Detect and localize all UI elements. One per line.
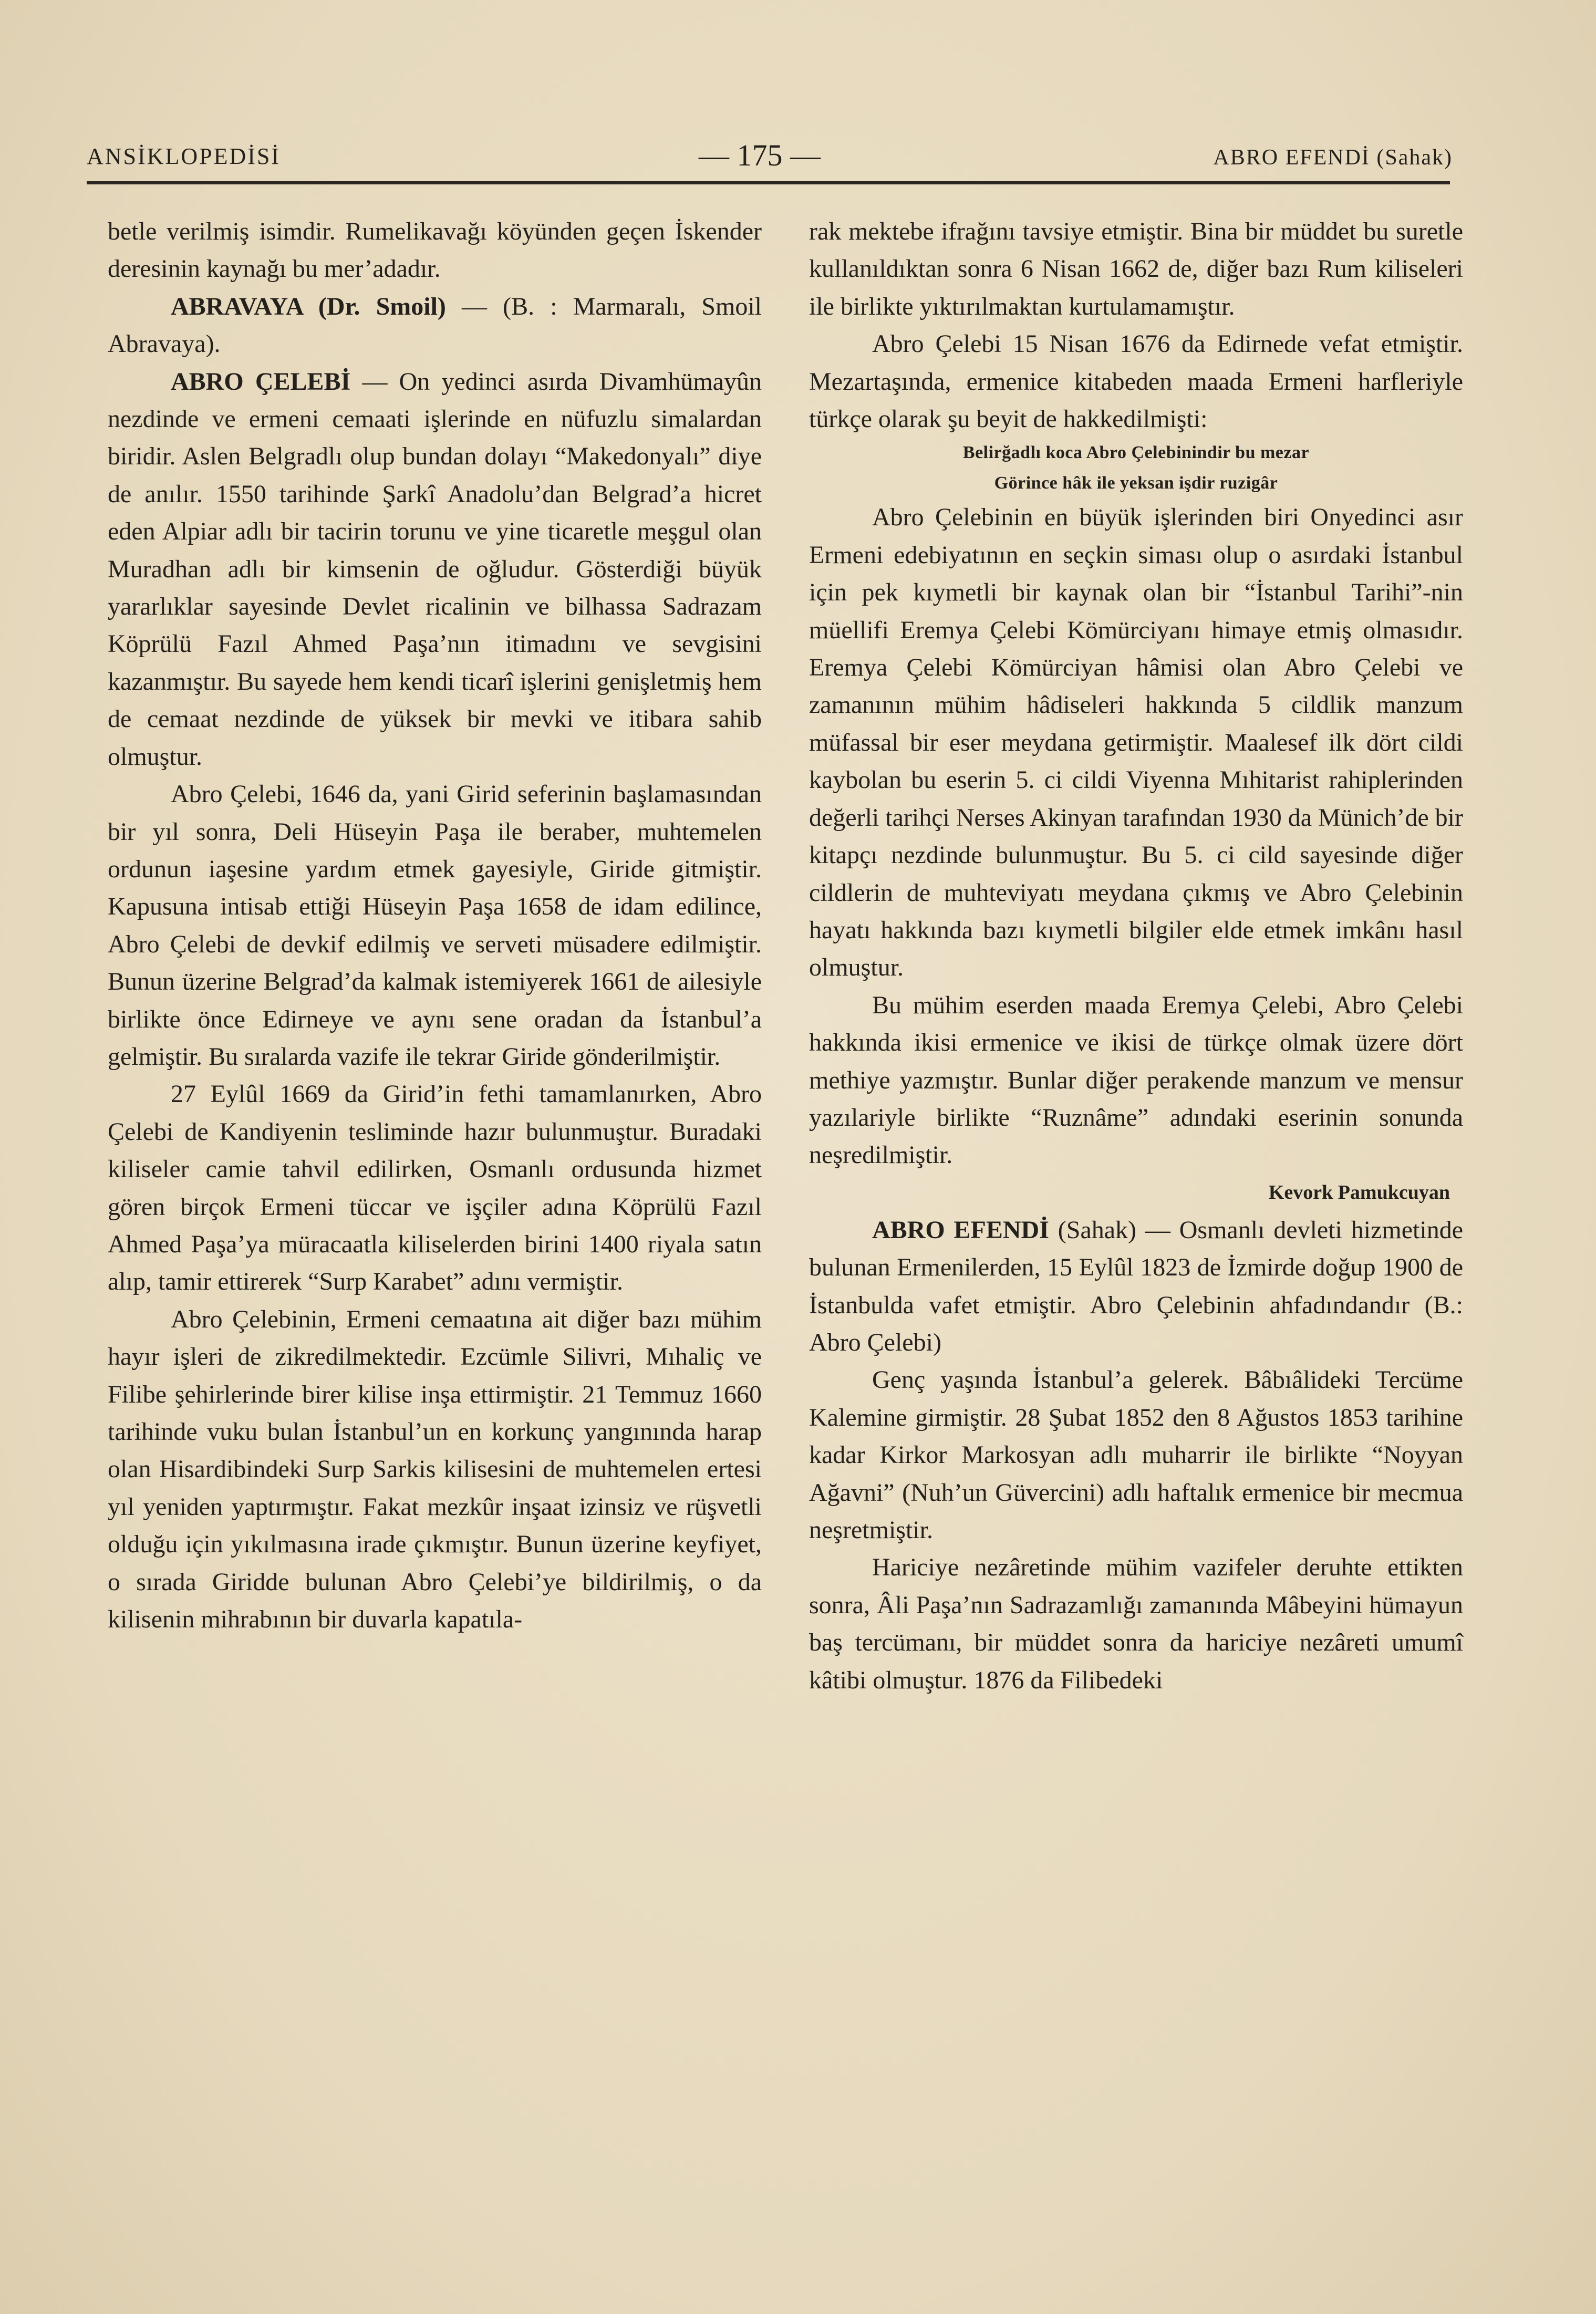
paragraph: Abro Çelebinin, Ermeni cemaatına ait diğer bazı mühim hayır işleri de zikredilmektedir. Ezcümle Silivri, Mıhaliç ve Filibe şehirlerinde birer kilise inşa ettirmiştir. 21 Temmuz 1660 tarihinde vuku bulan İstanbul’un en korkunç yangınında harap olan Hisardibindeki Surp Sarkis kilisesini de muhtemelen ertesi yıl yeniden yaptırmıştır. Fakat mezkûr inşaat izinsiz ve rüşvetli olduğu için yıkılmasına irade çıkmıştır. Bunun üzerine keyfiyet, o sırada Giridde bulunan Abro Çelebi’ye bildirilmiş, o da kilisenin mihrabının bir duvarla kapatıla-	[108, 1305, 762, 1634]
entry-body: — (B. : Marmaralı, Smoil Abravaya).	[108, 292, 762, 358]
left-column	[108, 213, 762, 1638]
entry-abro-celebi	[108, 363, 762, 775]
entry-headword: ABRAVAYA (Dr. Smoil)	[171, 292, 446, 320]
verse-line: Belirğadlı koca Abro Çelebinindir bu mezar	[962, 443, 1310, 463]
verse-line: Görince hâk ile yeksan işdir ruzigâr	[994, 473, 1278, 493]
running-header	[87, 138, 1453, 180]
entry-headword: ABRO ÇELEBİ	[171, 367, 351, 396]
paragraph: betle verilmiş isimdir. Rumelikavağı köyünden geçen İskender deresinin kaynağı bu mer’adadır.	[108, 217, 762, 283]
paragraph: Hariciye nezâretinde mühim vazifeler deruhte ettikten sonra, Âli Paşa’nın Sadrazamlığı zamanında Mâbeyini hümayun baş tercümanı, bir müddet sonra da hariciye nezâreti umumî kâtibi olmuştur. 1876 da Filibedeki	[809, 1553, 1463, 1694]
paragraph: rak mektebe ifrağını tavsiye etmiştir. Bina bir müddet bu suretle kullanıldıktan sonra 6 Nisan 1662 de, diğer bazı Rum kiliseleri ile birlikte yıktırılmaktan kurtulamamıştır.	[809, 217, 1463, 320]
header-right: ABRO EFENDİ (Sahak)	[1213, 146, 1453, 170]
paragraph: Genç yaşında İstanbul’a gelerek. Bâbıâlideki Tercüme Kalemine girmiştir. 28 Şubat 1852 den 8 Ağustos 1853 tarihine kadar Kirkor Markosyan adlı muharrir ile birlikte “Noyyan Ağavni” (Nuh’un Güvercini) adlı haftalık ermenice bir mecmua neşretmiştir.	[809, 1366, 1463, 1544]
right-column	[809, 213, 1463, 1699]
entry-body: (Sahak) — Osmanlı devleti hizmetinde bulunan Ermenilerden, 15 Eylûl 1823 de İzmirde doğup 1900 de İstanbulda vafet etmiştir. Abro Çelebinin ahfadındandır (B.: Abro Çelebi)	[809, 1216, 1463, 1356]
header-rule	[87, 181, 1450, 184]
author-signature: Kevork Pamukcuyan	[1268, 1181, 1450, 1203]
paragraph: Abro Çelebi, 1646 da, yani Girid seferinin başlamasından bir yıl sonra, Deli Hüseyin Paşa ile beraber, muhtemelen ordunun iaşesine yardım etmek gayesiyle, Giride gitmiştir. Kapusuna intisab ettiği Hüseyin Paşa 1658 de idam edilince, Abro Çelebi de devkif edilmiş ve serveti müsadere edilmiştir. Bunun üzerine Belgrad’da kalmak istemiyerek 1661 de ailesiyle birlikte önce Edirneye ve aynı sene oradan da İstanbul’a gelmiştir. Bu sıralarda vazife ile tekrar Giride gönderilmiştir.	[108, 780, 762, 1071]
header-left: ANSİKLOPEDİSİ	[87, 143, 281, 169]
entry-abro-efendi	[809, 1211, 1463, 1362]
entry-body: — On yedinci asırda Divamhümayûn nezdinde ve ermeni cemaati işlerinde en nüfuzlu simalardan biridir. Aslen Belgradlı olup bundan dolayı “Makedonyalı” diye de anılır. 1550 tarihinde Şarkî Anadolu’dan Belgrad’a hicret eden Alpiar adlı bir tacirin torunu ve yine ticaretle meşgul olan Muradhan adlı bir kimsenin de oğludur. Gösterdiği büyük yararlıklar sayesinde Devlet ricalinin ve bilhassa Sadrazam Köprülü Fazıl Ahmed Paşa’nın itimadını ve sevgisini kazanmıştır. Bu sayede hem kendi ticarî işlerini genişletmiş hem de cemaat nezdinde de yüksek bir mevki ve itibara sahib olmuştur.	[108, 367, 762, 771]
paragraph: Bu mühim eserden maada Eremya Çelebi, Abro Çelebi hakkında ikisi ermenice ve ikisi de türkçe olmak üzere dört methiye yazmıştır. Bunlar diğer perakende manzum ve mensur yazılariyle birlikte “Ruznâme” adındaki eserinin sonunda neşredilmiştir.	[809, 991, 1463, 1169]
paragraph: 27 Eylûl 1669 da Girid’in fethi tamamlanırken, Abro Çelebi de Kandiyenin tesliminde hazır bulunmuştur. Buradaki kiliseler camie tahvil edilirken, Osmanlı ordusunda hizmet gören birçok Ermeni tüccar ve işçiler adına Köprülü Fazıl Ahmed Paşa’ya müracaatla kiliselerden birini 1400 riyala satın alıp, tamir ettirerek “Surp Karabet” adını vermiştir.	[108, 1080, 762, 1296]
paragraph: Abro Çelebi 15 Nisan 1676 da Edirnede vefat etmiştir. Mezartaşında, ermenice kitabeden maada Ermeni harfleriyle türkçe olarak şu beyit de hakkedilmişti:	[809, 330, 1463, 433]
paragraph: Abro Çelebinin en büyük işlerinden biri Onyedinci asır Ermeni edebiyatının en seçkin siması olup o asırdaki İstanbul için pek kıymetli bir kaynak olan bir “İstanbul Tarihi”-nin müellifi Eremya Çelebi Kömürciyanı himaye etmiş olmasıdır. Eremya Çelebi Kömürciyan hâmisi olan Abro Çelebi ve zamanının mühim hâdiseleri hakkında 5 cildlik manzum müfassal bir eser meydana getirmiştir. Maalesef ilk dört cildi kaybolan bu eserin 5. ci cildi Viyenna Mıhitarist rahiplerinden değerli tarihçi Nerses Akinyan tarafından 1930 da Münich’de bir kitapçı nezdinde bulunmuştur. Bu 5. ci cild sayesinde diğer cildlerin de muhteviyatı meydana çıkmış ve Abro Çelebinin hayatı hakkında bazı kıymetli bilgiler elde etmek imkânı hasıl olmuştur.	[809, 503, 1463, 982]
page-number: — 175 —	[699, 138, 821, 172]
entry-abravaya	[108, 288, 762, 363]
entry-headword: ABRO EFENDİ	[872, 1216, 1049, 1244]
